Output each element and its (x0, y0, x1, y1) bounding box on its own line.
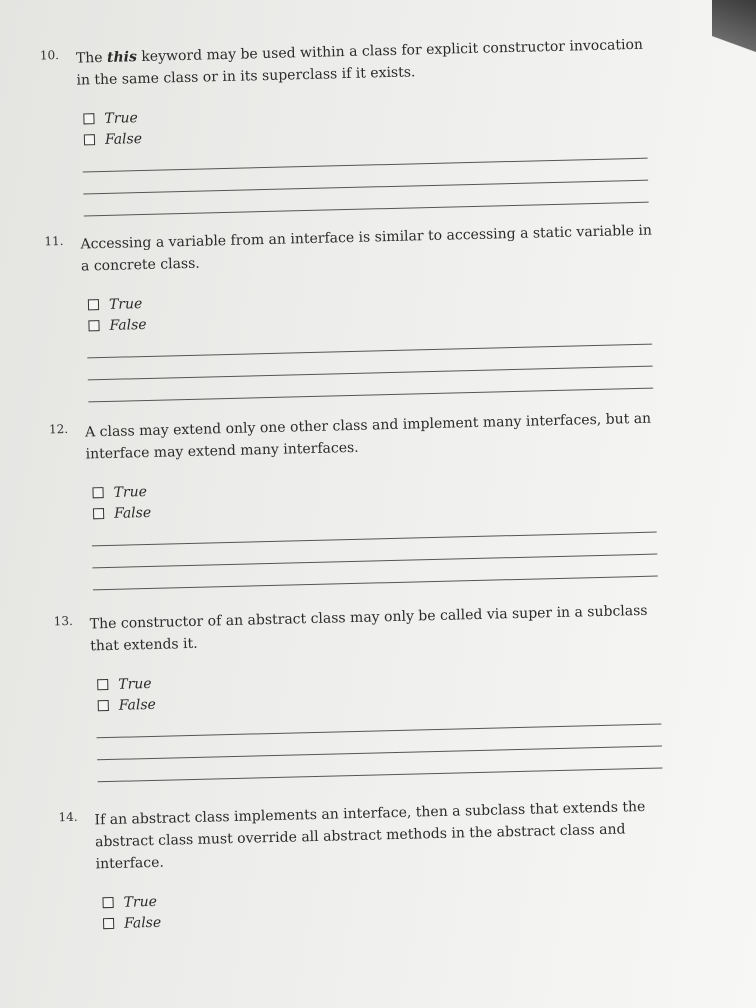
question-text: If an abstract class implements an interface, then a subclass that extends the abstract class must override all abstract methods in the abstract class and interface. (94, 798, 646, 873)
keyword-emphasis: this (106, 49, 138, 66)
checkbox-true[interactable] (102, 897, 113, 908)
checkbox-false[interactable] (88, 320, 99, 331)
question-14 (58, 795, 681, 935)
option-label: False (104, 130, 143, 148)
answer-line[interactable] (83, 180, 648, 195)
checkbox-true[interactable] (88, 299, 99, 310)
answer-line[interactable] (97, 745, 662, 760)
answer-line[interactable] (92, 554, 657, 569)
question-number: 11. (44, 233, 64, 249)
option-label: True (113, 483, 148, 501)
question-text: The constructor of an abstract class may only be called via super in a subclass that extends it. (89, 602, 648, 655)
question-number: 14. (58, 809, 78, 825)
question-text: Accessing a variable from an interface is similar to accessing a static variable in a concrete class. (80, 222, 653, 275)
option-label: False (109, 316, 147, 334)
question-10 (40, 33, 664, 217)
question-text-part: The (75, 49, 108, 67)
answer-line[interactable] (98, 767, 663, 782)
option-label: True (118, 675, 152, 693)
answer-line[interactable] (84, 202, 649, 217)
answer-lines (52, 531, 673, 591)
answer-line[interactable] (87, 344, 652, 359)
question-number: 13. (53, 613, 73, 629)
question-11 (44, 219, 668, 403)
checkbox-false[interactable] (84, 134, 95, 145)
answer-lines (47, 343, 668, 403)
question-13 (54, 599, 678, 783)
question-text-part: keyword may be used within a class for explicit constructor invocation in the same class or in its superclass if it exists. (76, 36, 644, 89)
question-12 (49, 407, 673, 591)
option-label: False (118, 696, 157, 714)
option-label: True (123, 893, 158, 911)
answer-line[interactable] (92, 532, 657, 547)
checkbox-false[interactable] (98, 700, 109, 711)
answer-line[interactable] (88, 366, 653, 381)
checkbox-false[interactable] (93, 508, 104, 519)
checkbox-true[interactable] (92, 487, 103, 498)
answer-line[interactable] (93, 576, 658, 591)
checkbox-false[interactable] (103, 918, 114, 929)
option-label: False (123, 914, 162, 932)
option-label: True (108, 295, 143, 313)
answer-line[interactable] (97, 724, 662, 739)
checkbox-true[interactable] (83, 113, 94, 124)
answer-lines (43, 157, 664, 217)
question-number: 12. (48, 421, 69, 437)
option-label: False (113, 504, 152, 522)
answer-line[interactable] (83, 158, 648, 173)
answer-lines (57, 723, 678, 783)
checkbox-true[interactable] (97, 679, 108, 690)
question-number: 10. (39, 48, 60, 63)
answer-line[interactable] (88, 388, 653, 403)
option-label: True (104, 109, 138, 127)
question-text: A class may extend only one other class and implement many interfaces, but an interface may extend many interfaces. (84, 410, 652, 463)
